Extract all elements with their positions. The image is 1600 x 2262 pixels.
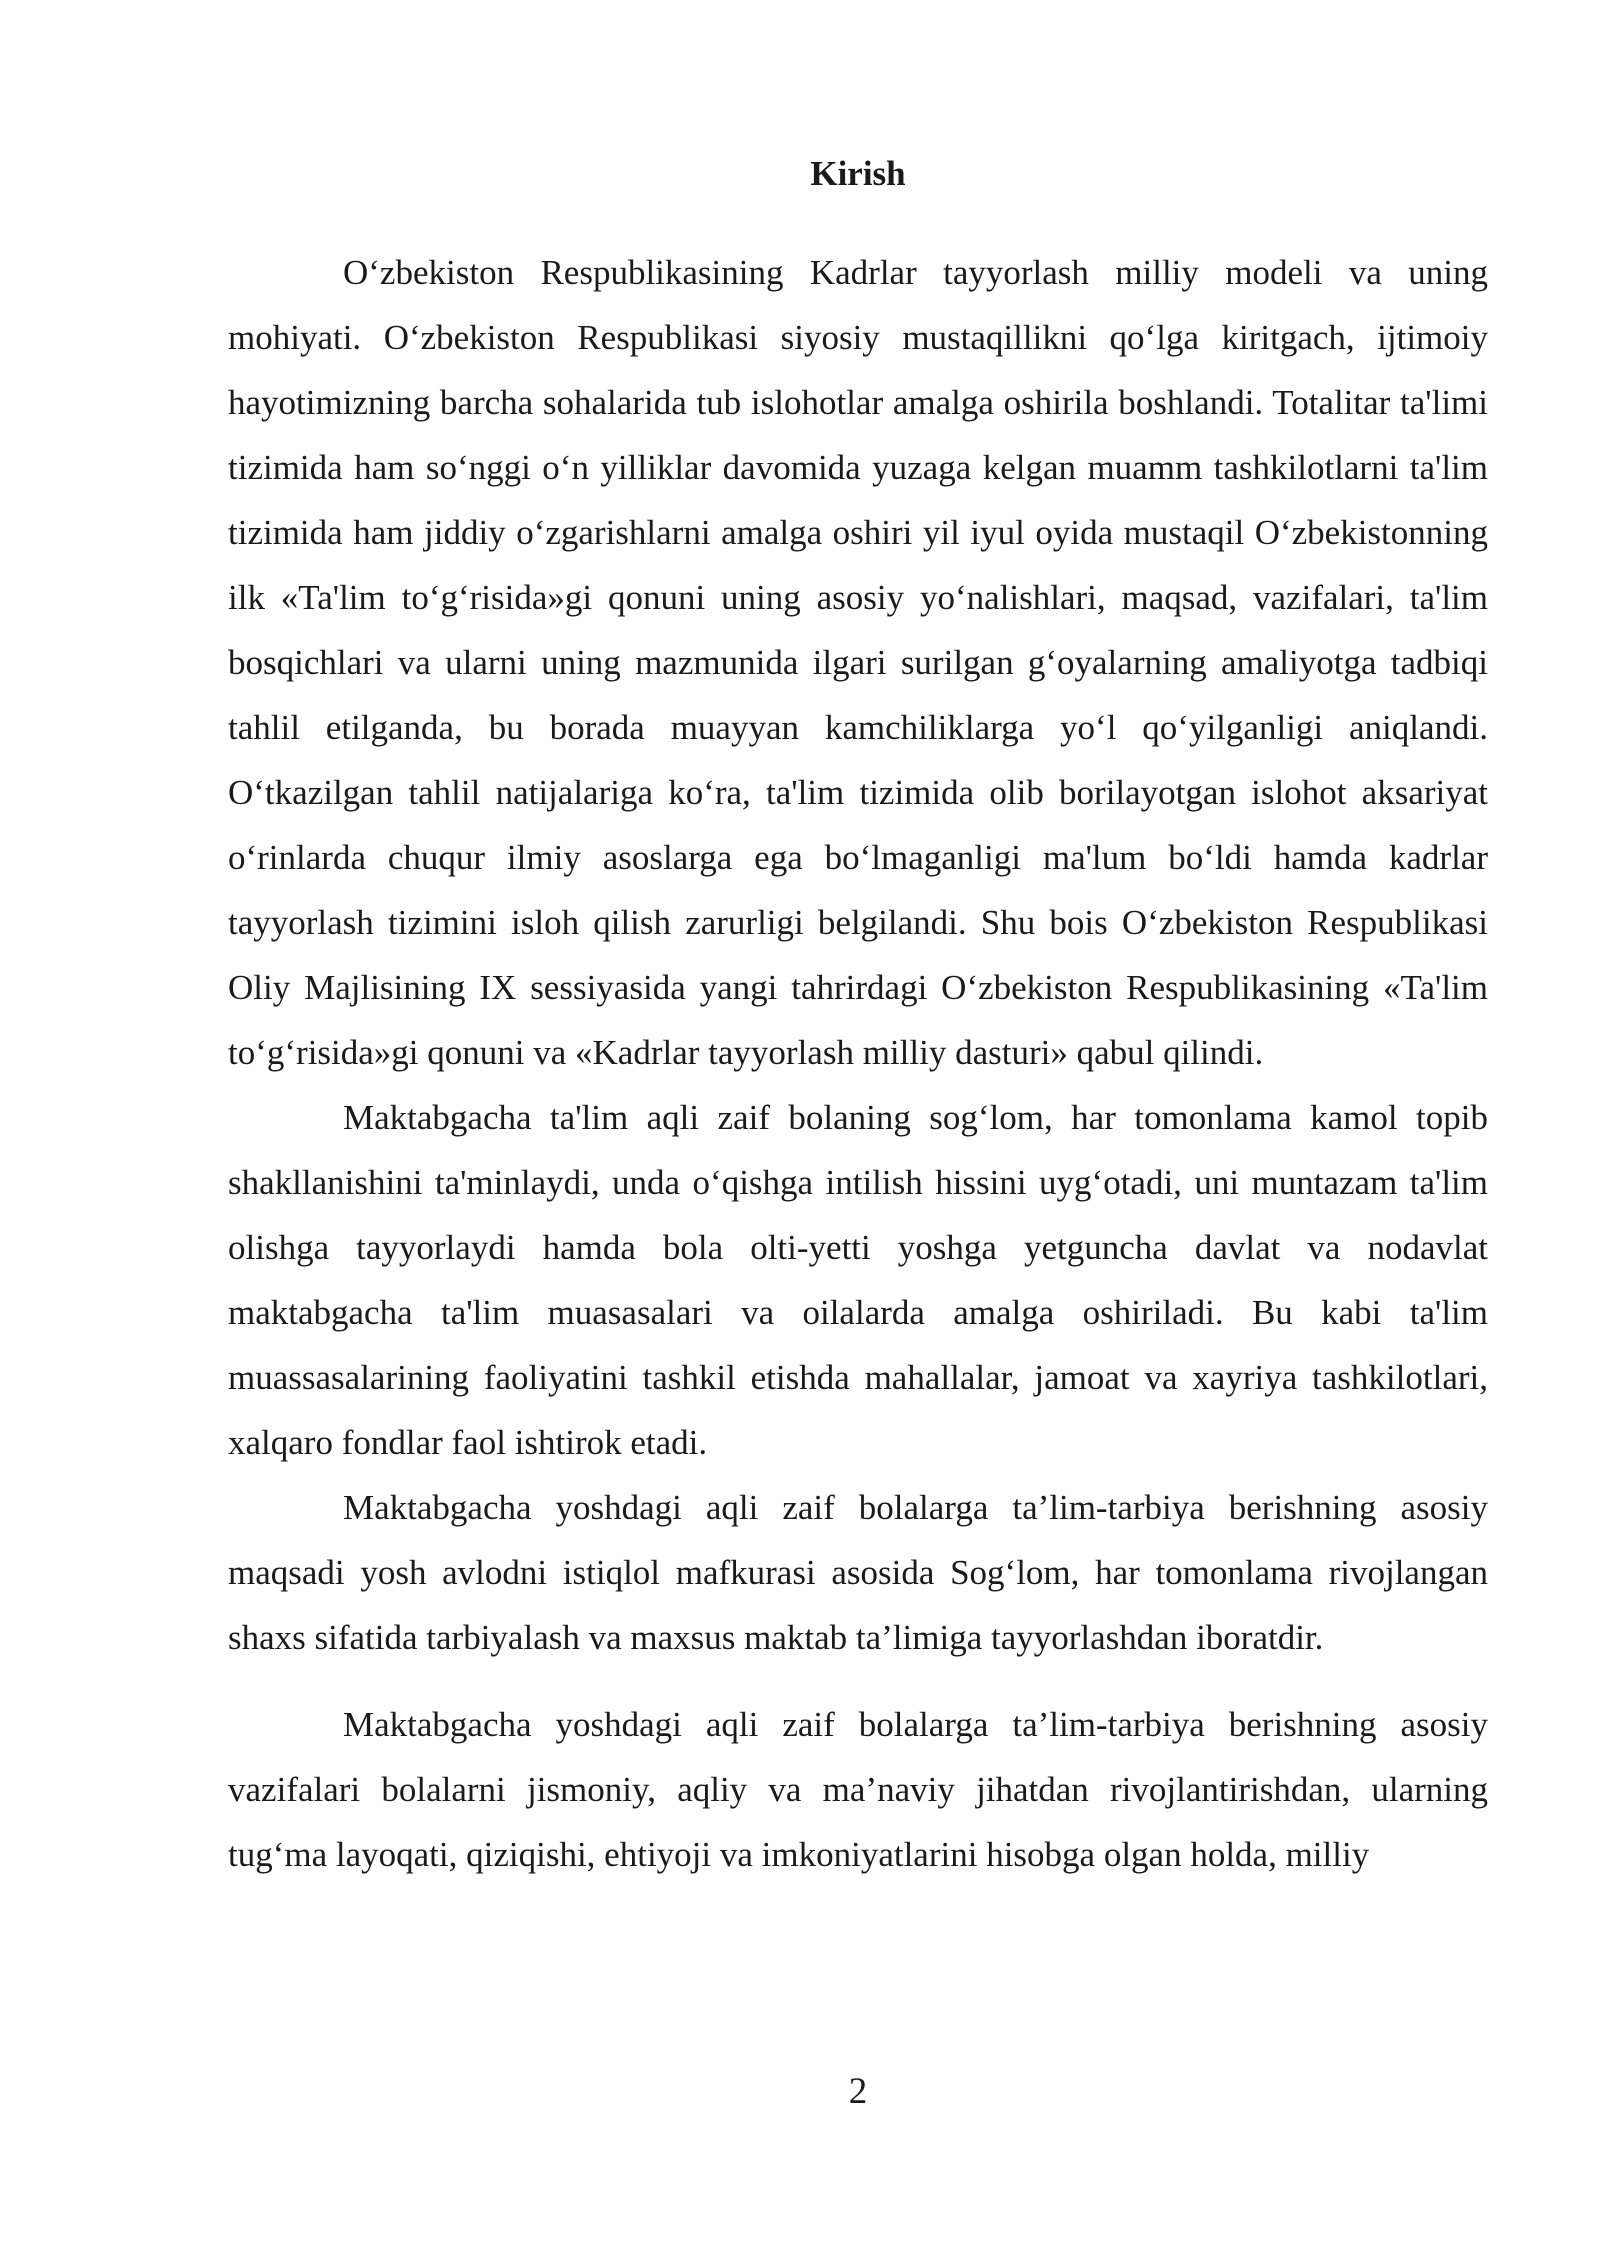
paragraph-3: Maktabgacha yoshdagi aqli zaif bolalarga ta’lim-tarbiya berishning asosiy maqsadi yosh avlodni istiqlol mafkurasi asosida Sog‘lom, har tomonlama rivojlangan shaxs sifatida tarbiyalash va maxsus maktab ta’limiga tayyorlashdan iboratdir. [228, 1488, 1488, 1657]
page-title: Kirish [810, 154, 906, 193]
body-text [228, 240, 1488, 1887]
paragraph-2: Maktabgacha ta'lim aqli zaif bolaning sog‘lom, har tomonlama kamol topib shakllanishini ta'minlaydi, unda o‘qishga intilish hissini uyg‘otadi, uni muntazam ta'lim olishga tayyorlaydi hamda bola olti-yetti yoshga yetguncha davlat va nodavlat maktabgacha ta'lim muasasalari va oilalarda amalga oshiriladi. Bu kabi ta'lim muassasalarining faoliyatini tashkil etishda mahallalar, jamoat va xayriya tashkilotlari, xalqaro fondlar faol ishtirok etadi. [228, 1098, 1488, 1462]
page-number: 2 [848, 2071, 868, 2112]
paragraph-4: Maktabgacha yoshdagi aqli zaif bolalarga ta’lim-tarbiya berishning asosiy vazifalari bolalarni jismoniy, aqliy va ma’naviy jihatdan rivojlantirishdan, ularning tug‘ma layoqati, qiziqishi, ehtiyoji va imkoniyatlarini hisobga olgan holda, milliy [228, 1705, 1488, 1874]
paragraph-1: O‘zbekiston Respublikasining Kadrlar tayyorlash milliy modeli va uning mohiyati. O‘zbekiston Respublikasi siyosiy mustaqillikni qo‘lga kiritgach, ijtimoiy hayotimizning barcha sohalarida tub islohotlar amalga oshirila boshlandi. Totalitar ta'limi tizimida ham so‘nggi o‘n yilliklar davomida yuzaga kelgan muamm tashkilotlarni ta'lim tizimida ham jiddiy o‘zgarishlarni amalga oshiri yil iyul oyida mustaqil O‘zbekistonning ilk «Ta'lim to‘g‘risida»gi qonuni uning asosiy yo‘nalishlari, maqsad, vazifalari, ta'lim bosqichlari va ularni uning mazmunida ilgari surilgan g‘oyalarning amaliyotga tadbiqi tahlil etilganda, bu borada muayyan kamchiliklarga yo‘l qo‘yilganligi aniqlandi. O‘tkazilgan tahlil natijalariga ko‘ra, ta'lim tizimida olib borilayotgan islohot aksariyat o‘rinlarda chuqur ilmiy asoslarga ega bo‘lmaganligi ma'lum bo‘ldi hamda kadrlar tayyorlash tizimini isloh qilish zarurligi belgilandi. Shu bois O‘zbekiston Respublikasi Oliy Majlisining IX sessiyasida yangi tahrirdagi O‘zbekiston Respublikasining «Ta'lim to‘g‘risida»gi qonuni va «Kadrlar tayyorlash milliy dasturi» qabul qilindi. [228, 253, 1488, 1072]
